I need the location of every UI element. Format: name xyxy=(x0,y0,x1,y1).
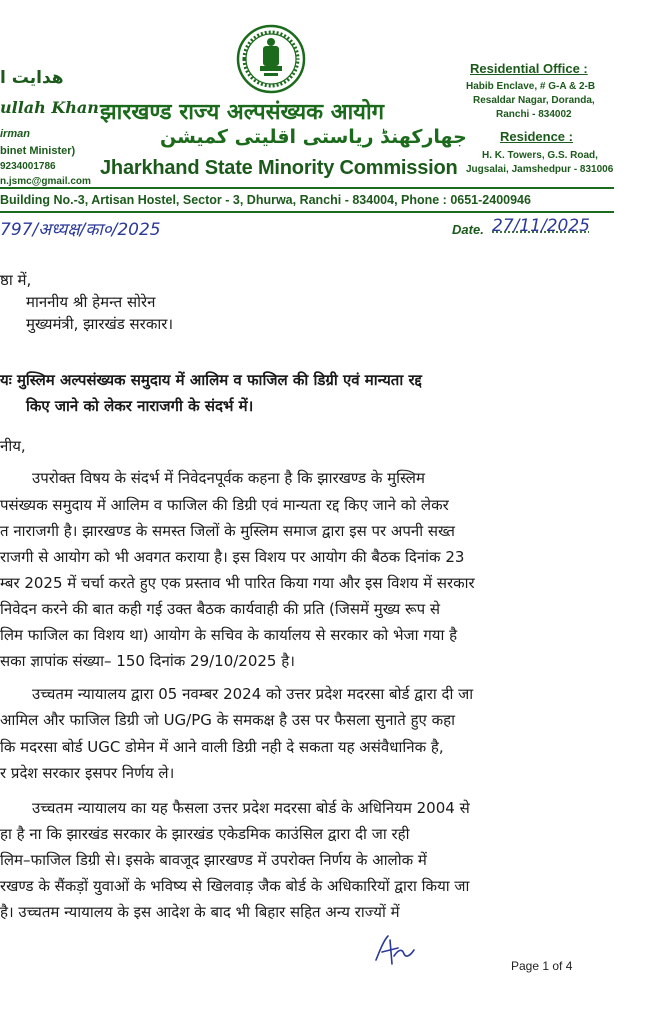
letterhead-divider-bottom xyxy=(0,211,614,213)
paragraph-line: आमिल और फाजिल डिग्री जो UG/PG के समकक्ष है उस पर फैसला सुनाते हुए कहा xyxy=(0,711,455,729)
paragraph-line: है। उच्चतम न्यायालय के इस आदेश के बाद भी बिहार सहित अन्य राज्यों में xyxy=(0,903,400,921)
office-address-bar: Building No.-3, Artisan Hostel, Sector - 3, Dhurwa, Ranchi - 834004, Phone : 0651-2400946 xyxy=(0,193,531,207)
page-number: Page 1 of 4 xyxy=(511,959,573,973)
commission-title-english: Jharkhand State Minority Commission xyxy=(100,157,458,179)
residential-office-line: Resaldar Nagar, Doranda, xyxy=(473,95,595,106)
paragraph-line: उच्चतम न्यायालय का यह फैसला उत्तर प्रदेश मदरसा बोर्ड के अधिनियम 2004 से xyxy=(32,799,470,817)
subject-line: यः मुस्लिम अल्पसंख्यक समुदाय में आलिम व फाजिल की डिग्री एवं मान्यता रद्द xyxy=(0,371,422,389)
paragraph-line: निवेदन करने की बात कही गई उक्त बैठक कार्यवाही की प्रति (जिसमें मुख्य रूप से xyxy=(0,600,441,618)
paragraph-line: त नाराजगी है। झारखण्ड के समस्त जिलों के मुस्लिम समाज द्वारा इस पर अपनी सख्त xyxy=(0,522,455,540)
date-value: 27/11/2025 xyxy=(492,216,590,236)
residence-line: H. K. Towers, G.S. Road, xyxy=(482,150,598,161)
paragraph-line: कि मदरसा बोर्ड UGC डोमेन में आने वाली डिग्री नही दे सकता यह असंवैधानिक है, xyxy=(0,738,444,756)
reference-number: 797/अध्यक्ष/का०/2025 xyxy=(0,220,161,240)
chairman-rank: binet Minister) xyxy=(0,145,76,157)
paragraph-line: उपरोक्त विषय के संदर्भ में निवेदनपूर्वक कहना है कि झारखण्ड के मुस्लिम xyxy=(32,469,425,487)
residential-office-heading: Residential Office : xyxy=(470,61,588,76)
government-emblem-seal xyxy=(236,24,306,94)
paragraph-line: रखण्ड के सैंकड़ों युवाओं के भविष्य से खिलवाड़ जैक बोर्ड के अधिकारियों द्वारा किया जा xyxy=(0,877,470,895)
chairman-designation: irman xyxy=(0,128,30,140)
commission-title-urdu: جھارکھنڈ ریاستی اقلیتی کمیشن xyxy=(160,126,467,148)
greeting: नीय, xyxy=(0,437,26,455)
paragraph-line: उच्चतम न्यायालय द्वारा 05 नवम्बर 2024 को उत्तर प्रदेश मदरसा बोर्ड द्वारा दी जा xyxy=(32,685,474,703)
letterhead-divider-top xyxy=(0,187,614,189)
subject-line: किए जाने को लेकर नाराजगी के संदर्भ में। xyxy=(26,397,254,415)
paragraph-line: म्बर 2025 में चर्चा करते हुए एक प्रस्ताव भी पारित किया गया और इस विशय में सरकार xyxy=(0,574,475,592)
paragraph-line: लिम फाजिल का विशय था) आयोग के सचिव के कार्यालय से सरकार को भेजा गया है xyxy=(0,626,458,644)
residential-office-line: Ranchi - 834002 xyxy=(496,109,572,120)
paragraph-line: सका ज्ञापांक संख्या– 150 दिनांक 29/10/2025 है। xyxy=(0,652,295,670)
paragraph-line: हा है ना कि झारखंड सरकार के झारखंड एकेडमिक काउंसिल द्वारा दी जा रही xyxy=(0,825,410,843)
residence-line: Jugsalai, Jamshedpur - 831006 xyxy=(466,164,614,175)
chairman-name: ullah Khan xyxy=(0,98,99,117)
addressee-name: माननीय श्री हेमन्त सोरेन xyxy=(26,293,156,311)
addressee-designation: मुख्यमंत्री, झारखंड सरकार। xyxy=(26,315,174,333)
paragraph-line: राजगी से आयोग को भी अवगत कराया है। इस विशय पर आयोग की बैठक दिनांक 23 xyxy=(0,548,465,566)
paragraph-line: पसंख्यक समुदाय में आलिम व फाजिल की डिग्री एवं मान्यता रद्द किए जाने को लेकर xyxy=(0,496,449,514)
paragraph-line: र प्रदेश सरकार इसपर निर्णय ले। xyxy=(0,764,175,782)
residence-heading: Residence : xyxy=(500,129,573,144)
addressee-to: ष्ठा में, xyxy=(0,271,32,289)
date-label: Date. xyxy=(452,222,484,237)
chairman-phone: 9234001786 xyxy=(0,161,56,172)
handwritten-signature xyxy=(370,930,420,970)
chairman-email: n.jsmc@gmail.com xyxy=(0,176,91,187)
commission-title-hindi: झारखण्ड राज्य अल्पसंख्यक आयोग xyxy=(100,100,385,125)
residential-office-line: Habib Enclave, # G-A & 2-B xyxy=(466,81,596,92)
paragraph-line: लिम–फाजिल डिग्री से। इसके बावजूद झारखण्ड में उपरोक्त निर्णय के आलोक में xyxy=(0,851,427,869)
left-urdu-name: هدايت ا xyxy=(0,68,64,88)
